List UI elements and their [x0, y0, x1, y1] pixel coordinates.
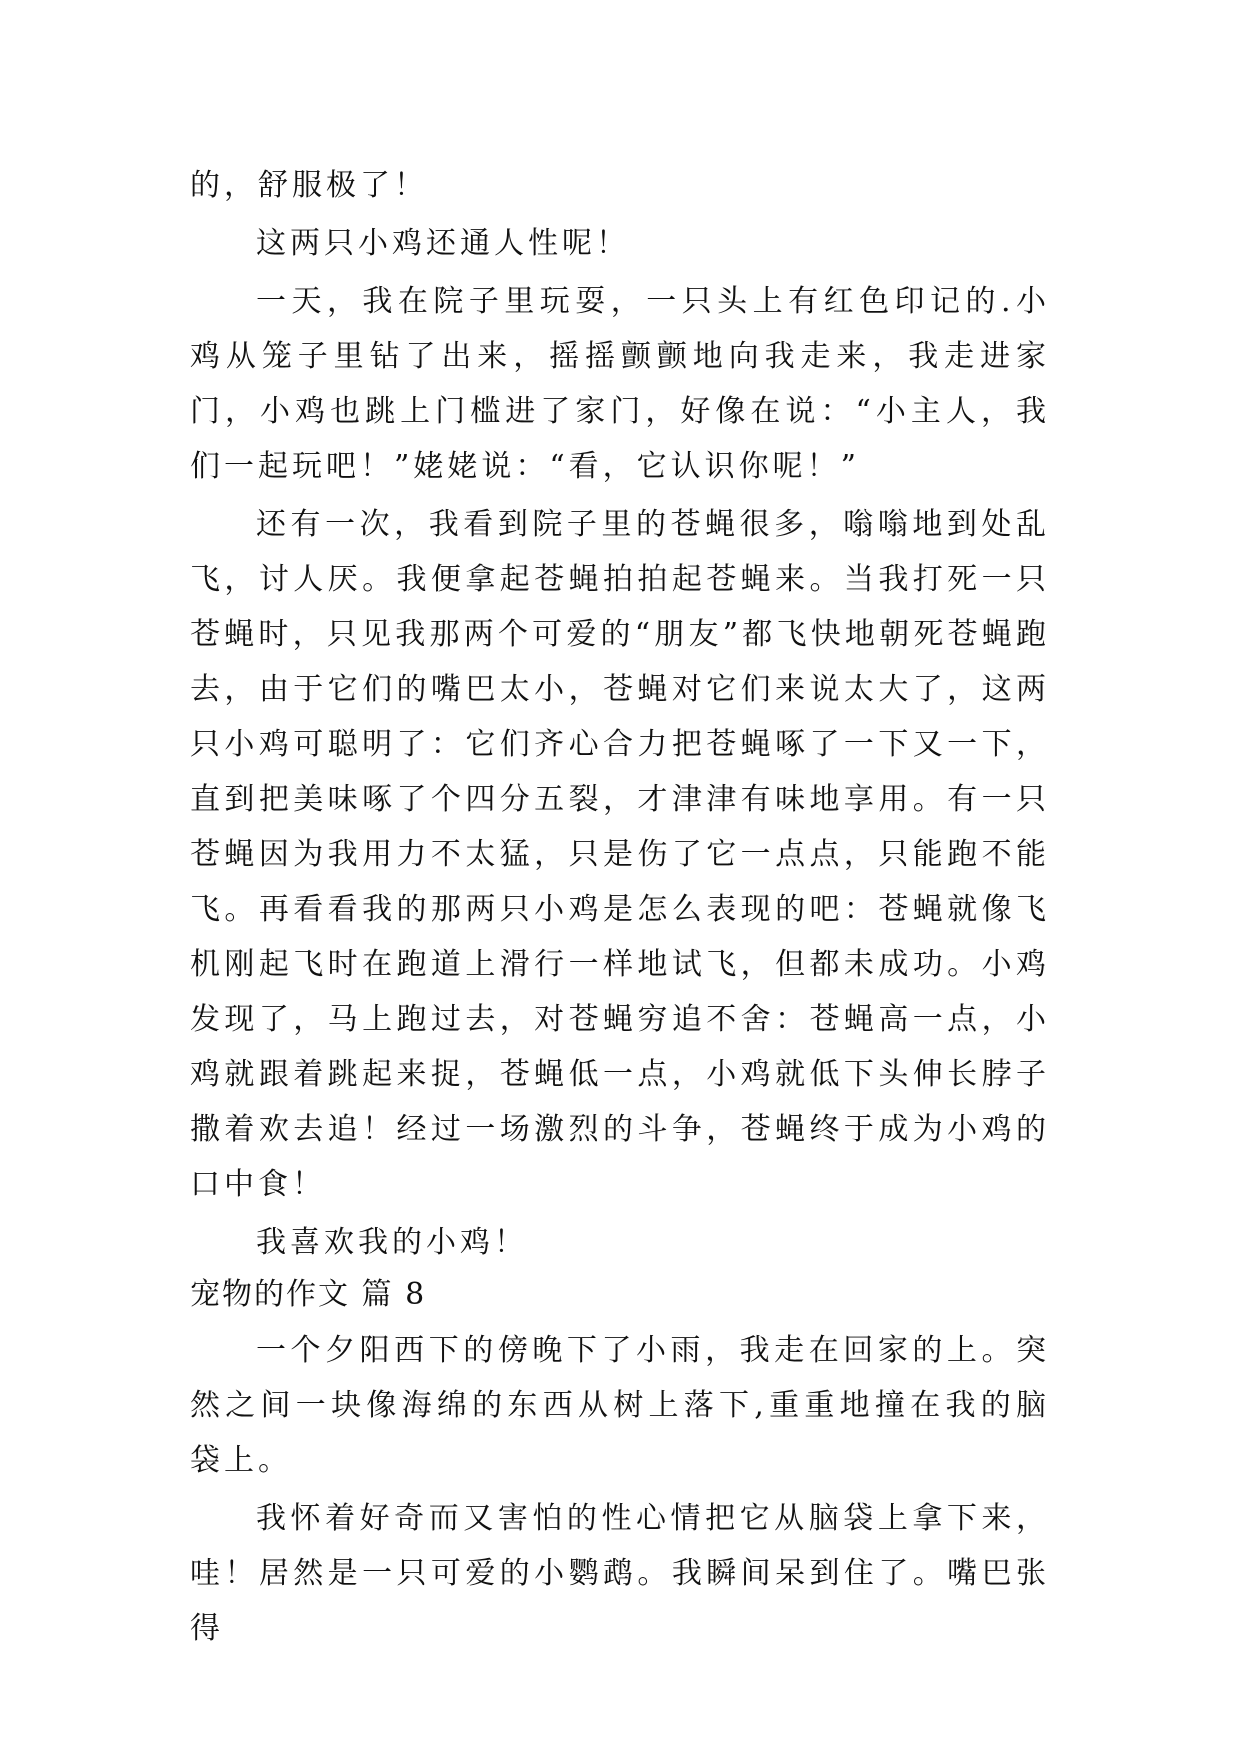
paragraph-2: 这两只小鸡还通人性呢！: [256, 226, 630, 261]
paragraph-3: 一天，我在院子里玩耍，一只头上有红色印记的.小鸡从笼子里钻了出来，摇摇颤颤地向我走来，我走进家门，小鸡也跳上门槛进了家门，好像在说：“小主人，我们一起玩吧！”姥姥说：“看，它认识你呢！”: [190, 284, 1050, 484]
section-paragraph-2: 我怀着好奇而又害怕的性心情把它从脑袋上拿下来，哇！居然是一只可爱的小鹦鹉。我瞬间呆到住了。嘴巴张得: [190, 1501, 1050, 1646]
document-body: [190, 158, 1050, 1656]
paragraph-1: 的，舒服极了！: [190, 168, 428, 203]
section-heading: 宠物的作文 篇 8: [190, 1277, 427, 1312]
section-paragraph-1: 一个夕阳西下的傍晚下了小雨，我走在回家的上。突然之间一块像海绵的东西从树上落下,重重地撞在我的脑袋上。: [190, 1333, 1050, 1478]
paragraph-4: 还有一次，我看到院子里的苍蝇很多，嗡嗡地到处乱飞，讨人厌。我便拿起苍蝇拍拍起苍蝇来。当我打死一只苍蝇时，只见我那两个可爱的“朋友”都飞快地朝死苍蝇跑去，由于它们的嘴巴太小，苍蝇对它们来说太大了，这两只小鸡可聪明了：它们齐心合力把苍蝇啄了一下又一下，直到把美味啄了个四分五裂，才津津有味地享用。有一只苍蝇因为我用力不太猛，只是伤了它一点点，只能跑不能飞。再看看我的那两只小鸡是怎么表现的吧：苍蝇就像飞机刚起飞时在跑道上滑行一样地试飞，但都未成功。小鸡发现了，马上跑过去，对苍蝇穷追不舍：苍蝇高一点，小鸡就跟着跳起来捉，苍蝇低一点，小鸡就低下头伸长脖子撒着欢去追！经过一场激烈的斗争，苍蝇终于成为小鸡的口中食！: [190, 507, 1050, 1202]
paragraph-5: 我喜欢我的小鸡！: [256, 1225, 528, 1260]
